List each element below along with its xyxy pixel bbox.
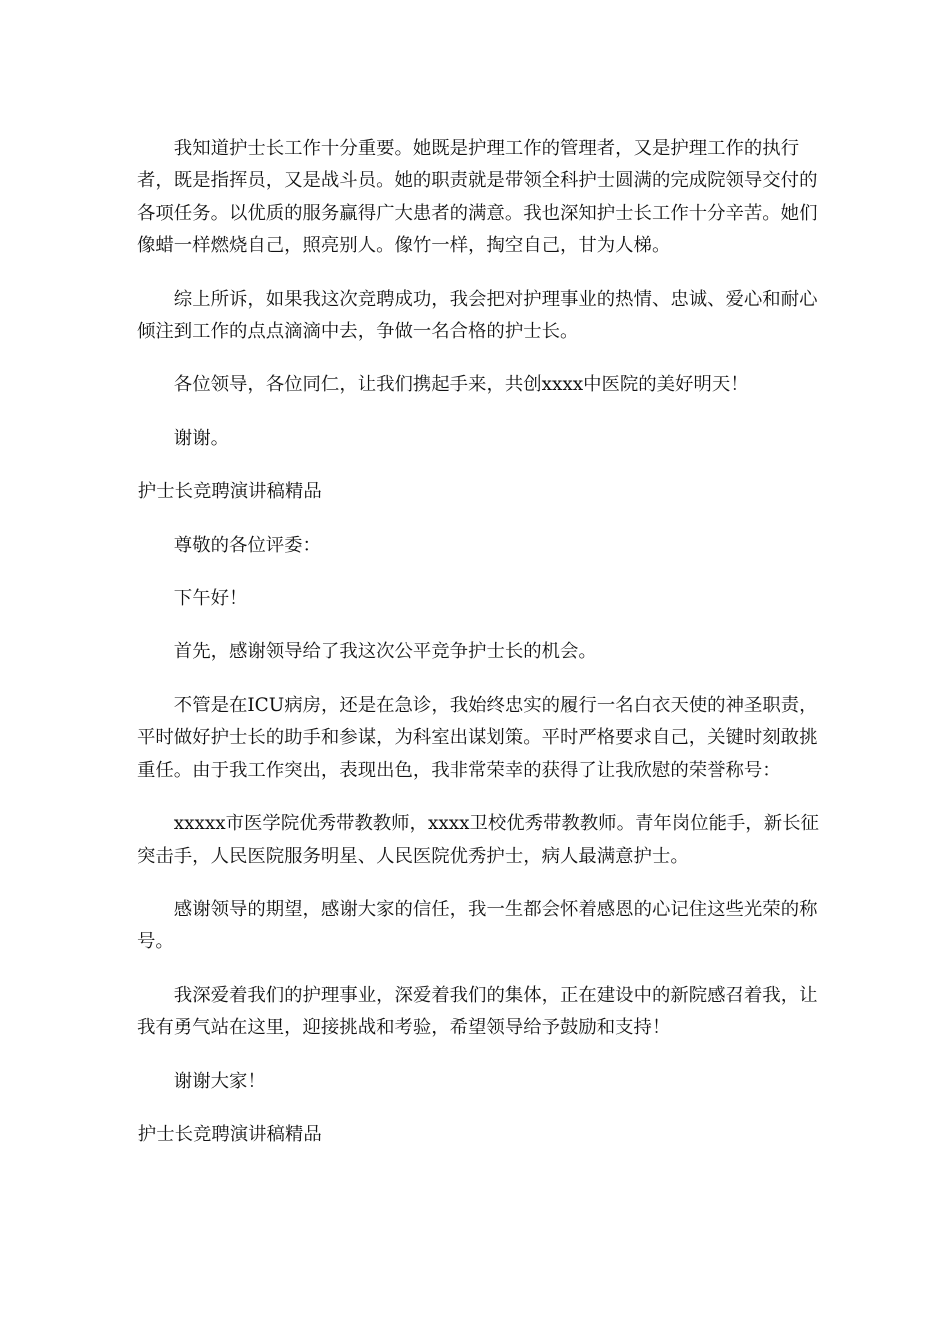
paragraph: 我深爱着我们的护理事业，深爱着我们的集体，正在建设中的新院感召着我，让我有勇气站在这里，迎接挑战和考验，希望领导给予鼓励和支持！ [137,984,818,1039]
section-heading: 护士长竞聘演讲稿精品 [137,481,322,503]
paragraph: 谢谢。 [173,427,229,449]
paragraph: 下午好！ [173,588,248,610]
document-body [137,133,827,1172]
paragraph: 首先，感谢领导给了我这次公平竞争护士长的机会。 [173,641,597,663]
paragraph: 综上所诉，如果我这次竞聘成功，我会把对护理事业的热情、忠诚、爱心和耐心倾注到工作的点点滴滴中去，争做一名合格的护士长。 [137,288,818,343]
paragraph: 感谢领导的期望，感谢大家的信任，我一生都会怀着感恩的心记住这些光荣的称号。 [137,898,818,953]
paragraph: 各位领导，各位同仁，让我们携起手来，共创xxxx中医院的美好明天！ [173,374,749,396]
paragraph: 谢谢大家！ [173,1070,266,1092]
paragraph: 我知道护士长工作十分重要。她既是护理工作的管理者，又是护理工作的执行者，既是指挥员，又是战斗员。她的职责就是带领全科护士圆满的完成院领导交付的各项任务。以优质的服务赢得广大患者的满意。我也深知护士长工作十分辛苦。她们像蜡一样燃烧自己，照亮别人。像竹一样，掏空自己，甘为人梯。 [137,138,818,257]
paragraph: 尊敬的各位评委： [173,534,321,556]
paragraph: xxxxx市医学院优秀带教教师，xxxx卫校优秀带教教师。青年岗位能手，新长征突击手，人民医院服务明星、人民医院优秀护士，病人最满意护士。 [137,813,819,867]
section-heading: 护士长竞聘演讲稿精品 [137,1123,322,1145]
paragraph: 不管是在ICU病房，还是在急诊，我始终忠实的履行一名白衣天使的神圣职责，平时做好护士长的助手和参谋，为科室出谋划策。平时严格要求自己，关键时刻敢挑重任。由于我工作突出，表现出色，我非常荣幸的获得了让我欣慰的荣誉称号： [137,694,818,781]
